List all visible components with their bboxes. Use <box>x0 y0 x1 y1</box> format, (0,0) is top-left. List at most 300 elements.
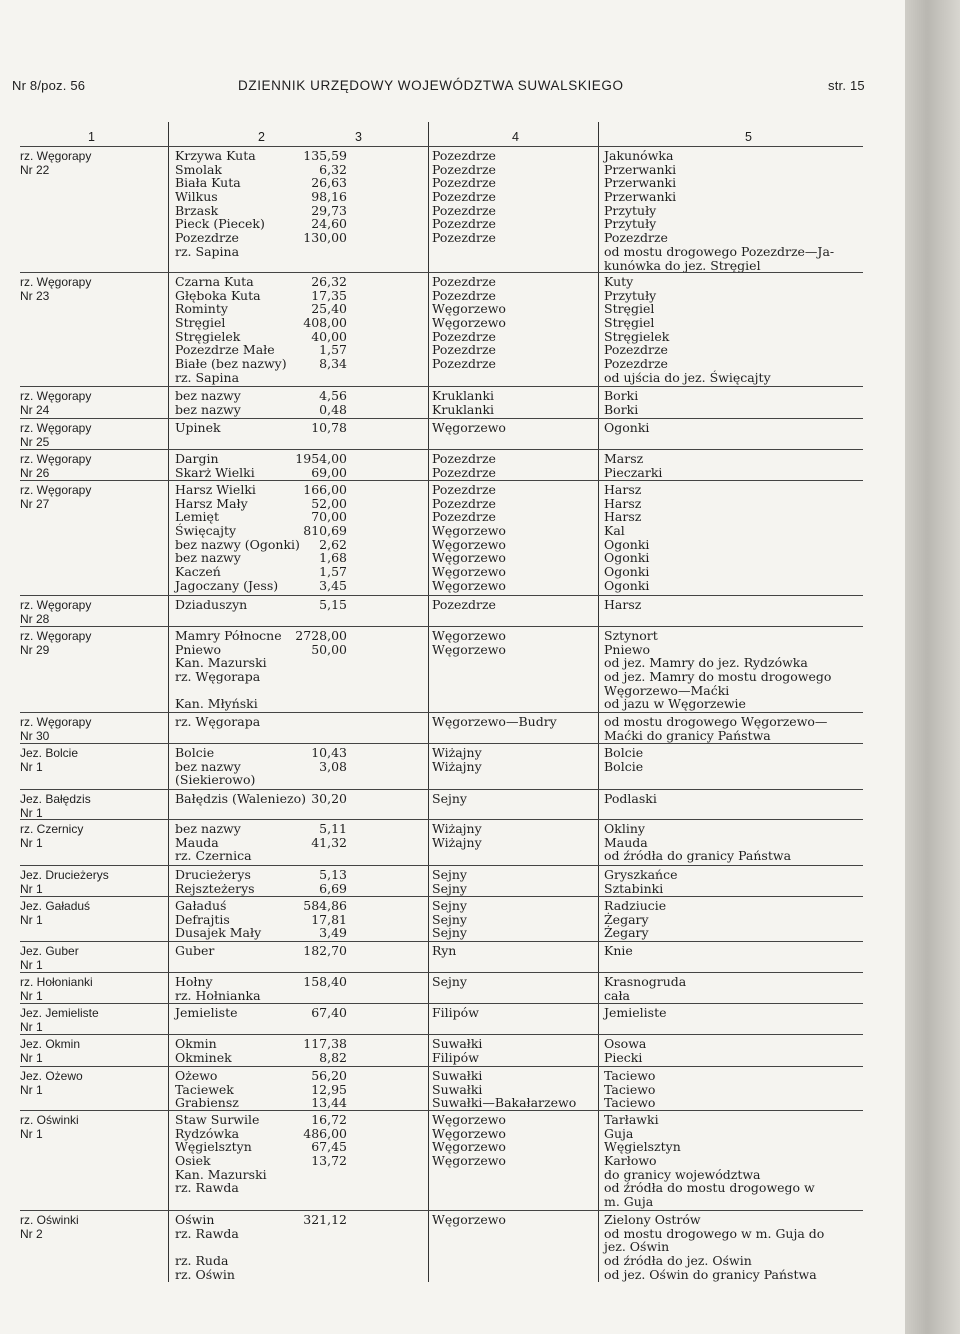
water-name: rz. Rawda <box>175 1225 239 1241</box>
locality-name: Pniewo <box>604 641 651 657</box>
area-value: 321,12 <box>303 1212 347 1227</box>
area-value: 13,72 <box>311 1153 347 1169</box>
locality-name: Pozezdrze <box>604 356 668 372</box>
locality-name-cell <box>604 1113 815 1209</box>
water-name: Guber <box>175 943 215 958</box>
area-value-cell <box>303 275 347 371</box>
page-title: DZIENNIK URZĘDOWY WOJEWÓDZTWA SUWALSKIEGO <box>238 78 624 93</box>
locality-name: Pieczarki <box>604 464 663 480</box>
column-divider <box>168 122 169 1282</box>
water-name: rz. Ruda <box>175 1253 229 1269</box>
area-value: 5,11 <box>319 821 347 836</box>
page-number: str. 15 <box>828 78 865 93</box>
watercourse-name: rz. Oświnki <box>20 1213 79 1227</box>
water-name: rz. Oświn <box>175 1266 235 1282</box>
watercourse-name-cell <box>20 792 91 819</box>
locality-name: Harsz <box>604 482 642 497</box>
area-value: 12,95 <box>311 1081 347 1097</box>
row-rule <box>20 712 863 713</box>
commune-name: Pozezdrze <box>432 274 496 289</box>
water-name: Lemięt <box>175 509 219 525</box>
commune-name: Filipów <box>432 1005 479 1020</box>
locality-name: jez. Oświn <box>604 1239 670 1255</box>
water-name-cell <box>175 715 260 729</box>
area-value: 98,16 <box>311 189 347 205</box>
water-name-cell <box>175 629 282 711</box>
watercourse-name: Nr 1 <box>20 805 43 820</box>
locality-name: Borki <box>604 388 639 403</box>
area-value: 8,82 <box>319 1049 347 1065</box>
row-rule <box>20 743 863 744</box>
water-name: Jagoczany (Jess) <box>175 577 279 593</box>
water-name: rz. Węgorapa <box>175 669 261 685</box>
watercourse-name: Nr 29 <box>20 642 50 657</box>
commune-name: Ryn <box>432 943 457 958</box>
commune-name: Pozezdrze <box>432 597 496 612</box>
watercourse-name: Nr 24 <box>20 402 50 417</box>
water-name: Mamry Północne <box>175 628 282 643</box>
locality-name: Okliny <box>604 821 645 836</box>
water-name-cell <box>175 275 287 385</box>
area-value: 67,40 <box>311 1005 347 1020</box>
watercourse-name: Nr 30 <box>20 728 50 743</box>
locality-name: Żegary <box>604 911 649 927</box>
watercourse-name: Jez. Bałędzis <box>20 792 91 806</box>
locality-name: Przerwanki <box>604 189 677 205</box>
area-value-cell <box>303 944 347 958</box>
locality-name-cell <box>604 822 791 863</box>
area-value: 486,00 <box>303 1125 347 1141</box>
commune-name: Sejny <box>432 974 467 989</box>
locality-name: Przytuły <box>604 216 657 232</box>
water-name: Gaładuś <box>175 898 227 913</box>
water-name: Bałędzis (Waleniezo) <box>175 791 306 806</box>
commune-name: Pozezdrze <box>432 202 496 218</box>
watercourse-name: Nr 27 <box>20 496 50 511</box>
water-name: Bolcie <box>175 745 215 760</box>
commune-name-cell <box>432 149 496 245</box>
locality-name: Gryszkańce <box>604 867 678 882</box>
watercourse-name-cell <box>20 715 91 742</box>
locality-name: od mostu drogowego Pozezdrze—Ja- <box>604 243 835 259</box>
water-name: Brzask <box>175 202 219 218</box>
watercourse-name: rz. Węgorapy <box>20 598 92 612</box>
water-name-cell <box>175 452 255 479</box>
commune-name-cell <box>432 746 482 773</box>
watercourse-name-cell <box>20 1037 80 1064</box>
water-name <box>175 684 282 698</box>
locality-name: Ogonki <box>604 577 650 593</box>
row-rule <box>20 819 863 820</box>
water-name: Jemieliste <box>175 1005 238 1020</box>
area-value: 5,15 <box>319 597 347 612</box>
area-value: 0,48 <box>319 401 347 417</box>
watercourse-name-cell <box>20 899 90 926</box>
commune-name: Pozezdrze <box>432 216 496 232</box>
locality-name-cell <box>604 868 678 895</box>
row-rule <box>20 1034 863 1035</box>
area-value: 5,13 <box>319 867 347 882</box>
area-value-cell <box>319 868 347 895</box>
locality-name: Mauda <box>604 834 648 850</box>
commune-name: Kruklanki <box>432 401 495 417</box>
area-value: 13,44 <box>311 1095 347 1111</box>
commune-name-cell <box>432 483 506 593</box>
water-name: Kan. Młyński <box>175 696 258 712</box>
watercourse-name: Nr 1 <box>20 835 43 850</box>
locality-name: Stręgiel <box>604 301 655 317</box>
area-value: 1,68 <box>319 550 347 566</box>
row-rule <box>20 1003 863 1004</box>
watercourse-name-cell <box>20 149 91 176</box>
locality-name: od źródła do jez. Oświn <box>604 1253 752 1269</box>
water-name-cell <box>175 975 261 1002</box>
area-value: 17,81 <box>311 911 347 927</box>
area-value-cell <box>311 1006 347 1020</box>
water-name: Osiek <box>175 1153 211 1169</box>
locality-name: Guja <box>604 1125 634 1141</box>
area-value-cell <box>311 1069 347 1110</box>
area-value: 135,59 <box>303 148 347 163</box>
watercourse-name-cell <box>20 868 109 895</box>
watercourse-name-cell <box>20 1069 83 1096</box>
locality-name-cell <box>604 149 834 272</box>
commune-name: Pozezdrze <box>432 342 496 358</box>
commune-name: Węgorzewo <box>432 1112 506 1127</box>
watercourse-name-cell <box>20 483 91 510</box>
water-name-cell <box>175 1037 232 1064</box>
watercourse-name-cell <box>20 421 91 448</box>
commune-name: Wiżajny <box>432 834 482 850</box>
commune-name: Węgorzewo <box>432 641 506 657</box>
watercourse-name: Jez. Ożewo <box>20 1069 83 1083</box>
water-name: Mauda <box>175 834 219 850</box>
row-rule <box>20 972 863 973</box>
area-value: 8,34 <box>319 356 347 372</box>
area-value-cell <box>319 598 347 612</box>
header-rule <box>20 146 863 147</box>
locality-name: Kal <box>604 523 625 539</box>
area-value: 16,72 <box>311 1112 347 1127</box>
watercourse-name-cell <box>20 452 91 479</box>
water-name: Staw Surwile <box>175 1112 260 1127</box>
water-name-cell <box>175 822 252 863</box>
watercourse-name: rz. Węgorapy <box>20 389 92 403</box>
area-value: 26,32 <box>311 274 347 289</box>
area-value: 30,20 <box>311 791 347 806</box>
locality-name: od źródła do granicy Państwa <box>604 848 792 864</box>
area-value: 4,56 <box>319 388 347 403</box>
locality-name-cell <box>604 746 643 773</box>
watercourse-name: Nr 1 <box>20 912 43 927</box>
area-value-cell <box>311 421 347 435</box>
locality-name: Knie <box>604 943 633 958</box>
commune-name-cell <box>432 1006 479 1020</box>
commune-name: Kruklanki <box>432 388 495 403</box>
water-name: Pozezdrze Małe <box>175 342 275 358</box>
commune-name: Pozezdrze <box>432 230 496 246</box>
commune-name: Węgorzewo <box>432 315 506 331</box>
row-rule <box>20 418 863 419</box>
watercourse-name: rz. Węgorapy <box>20 483 92 497</box>
locality-name: Sztabinki <box>604 880 664 896</box>
area-value: 3,08 <box>319 758 347 774</box>
watercourse-name: Nr 1 <box>20 988 43 1003</box>
water-name: Drucieżerys <box>175 867 251 882</box>
watercourse-name-cell <box>20 1113 79 1140</box>
locality-name: Węgielsztyn <box>604 1139 681 1155</box>
area-value: 1,57 <box>319 342 347 358</box>
area-value: 40,00 <box>311 328 347 344</box>
watercourse-name: Jez. Okmin <box>20 1037 81 1051</box>
row-rule <box>20 865 863 866</box>
water-name: Ożewo <box>175 1068 218 1083</box>
locality-name: Borki <box>604 401 639 417</box>
area-value-cell <box>303 149 347 245</box>
locality-name: Piecki <box>604 1049 643 1065</box>
water-name-cell <box>175 746 255 787</box>
area-value: 2728,00 <box>295 628 347 643</box>
area-value: 52,00 <box>311 495 347 511</box>
area-value-cell <box>303 1037 347 1064</box>
watercourse-name: Jez. Guber <box>20 944 79 958</box>
locality-name: od jez. Oświn do granicy Państwa <box>604 1266 817 1282</box>
commune-name-cell <box>432 822 482 849</box>
water-name-cell <box>175 1069 239 1110</box>
locality-name-cell <box>604 1037 646 1064</box>
watercourse-name: rz. Czernicy <box>20 822 84 836</box>
commune-name: Węgorzewo <box>432 1125 506 1141</box>
water-name-cell <box>175 1113 267 1195</box>
area-value: 130,00 <box>303 230 347 246</box>
locality-name: Karłowo <box>604 1153 657 1169</box>
locality-name: Pozezdrze <box>604 230 668 246</box>
page-issue-number: Nr 8/poz. 56 <box>12 78 86 93</box>
locality-name: Ogonki <box>604 564 650 580</box>
water-name: Smolak <box>175 161 222 177</box>
area-value: 17,35 <box>311 287 347 303</box>
commune-name-cell <box>432 629 506 656</box>
commune-name-cell <box>432 598 496 612</box>
commune-name: Pozezdrze <box>432 161 496 177</box>
locality-name: m. Guja <box>604 1194 654 1210</box>
area-value-cell <box>303 1213 347 1227</box>
locality-name: Przytuły <box>604 287 657 303</box>
watercourse-name: Jez. Drucieżerys <box>20 868 109 882</box>
water-name: bez nazwy <box>175 388 241 403</box>
watercourse-name: Nr 26 <box>20 465 50 480</box>
area-value: 50,00 <box>311 641 347 657</box>
area-value: 67,45 <box>311 1139 347 1155</box>
area-value: 408,00 <box>303 315 347 331</box>
watercourse-name-cell <box>20 275 91 302</box>
locality-name: Taciewo <box>604 1081 656 1097</box>
locality-name-cell <box>604 1006 667 1020</box>
water-name: Biała Kuta <box>175 175 241 191</box>
row-rule <box>20 386 863 387</box>
locality-name: od mostu drogowego w m. Guja do <box>604 1225 825 1241</box>
water-name: Harsz Wielki <box>175 482 256 497</box>
locality-name: Sztynort <box>604 628 658 643</box>
locality-name: Jakunówka <box>604 148 674 163</box>
watercourse-name: rz. Węgorapy <box>20 275 92 289</box>
locality-name: Jemieliste <box>604 1005 667 1020</box>
locality-name-cell <box>604 792 657 806</box>
watercourse-name: Nr 1 <box>20 1019 43 1034</box>
water-name-cell <box>175 421 221 435</box>
locality-name: Taciewo <box>604 1095 656 1111</box>
area-value: 69,00 <box>311 464 347 480</box>
locality-name-cell <box>604 899 666 940</box>
area-value: 3,45 <box>319 577 347 593</box>
locality-name: Stręgiel <box>604 315 655 331</box>
water-name: Białe (bez nazwy) <box>175 356 287 372</box>
locality-name: Przerwanki <box>604 161 677 177</box>
water-name: Dziaduszyn <box>175 597 248 612</box>
water-name: (Siekierowo) <box>175 772 256 788</box>
locality-name: od źródła do mostu drogowego w <box>604 1180 815 1196</box>
locality-name: od jez. Mamry do mostu drogowego <box>604 669 832 685</box>
locality-name: od jazu w Węgorzewie <box>604 696 746 712</box>
locality-name: do granicy województwa <box>604 1166 761 1182</box>
area-value-cell <box>295 452 347 479</box>
water-name: Czarna Kuta <box>175 274 254 289</box>
area-value: 3,49 <box>319 925 347 941</box>
water-name: Okminek <box>175 1049 232 1065</box>
water-name: Skarż Wielki <box>175 464 255 480</box>
watercourse-name: Jez. Jemieliste <box>20 1006 99 1020</box>
commune-name: Pozezdrze <box>432 464 496 480</box>
locality-name: cała <box>604 987 630 1003</box>
area-value-cell <box>311 792 347 806</box>
locality-name: Osowa <box>604 1036 647 1051</box>
locality-name: Radziucie <box>604 898 667 913</box>
water-name: Defrajtis <box>175 911 230 927</box>
commune-name-cell <box>432 389 494 416</box>
commune-name: Pozezdrze <box>432 189 496 205</box>
commune-name: Filipów <box>432 1049 479 1065</box>
water-name: Święcajty <box>175 523 237 539</box>
water-name: Harsz Mały <box>175 495 248 511</box>
column-number-4: 4 <box>512 130 519 144</box>
commune-name-cell <box>432 421 506 435</box>
locality-name-cell <box>604 1069 655 1110</box>
watercourse-name: rz. Węgorapy <box>20 452 92 466</box>
commune-name: Węgorzewo—Budry <box>432 714 557 729</box>
water-name-cell <box>175 598 247 612</box>
commune-name-cell <box>432 275 506 371</box>
row-rule <box>20 896 863 897</box>
commune-name: Węgorzewo <box>432 536 506 552</box>
watercourse-name: Nr 1 <box>20 759 43 774</box>
watercourse-name: Nr 23 <box>20 288 50 303</box>
water-name: Taciewek <box>175 1081 234 1097</box>
water-name: rz. Sapina <box>175 369 240 385</box>
locality-name: Ogonki <box>604 420 650 435</box>
area-value-cell <box>311 746 347 773</box>
area-value: 10,78 <box>311 420 347 435</box>
commune-name: Sejny <box>432 880 467 896</box>
water-name: rz. Rawda <box>175 1180 239 1196</box>
area-value: 29,73 <box>311 202 347 218</box>
water-name: rz. Sapina <box>175 243 240 259</box>
column-number-1: 1 <box>88 130 95 144</box>
commune-name: Węgorzewo <box>432 301 506 317</box>
watercourse-name: Nr 22 <box>20 162 50 177</box>
locality-name: Harsz <box>604 597 642 612</box>
area-value: 1,57 <box>319 564 347 580</box>
water-name-cell <box>175 792 306 806</box>
area-value: 41,32 <box>311 834 347 850</box>
water-name: Hołny <box>175 974 213 989</box>
water-name: Stręgiel <box>175 315 226 331</box>
locality-name-cell <box>604 944 633 958</box>
commune-name: Wiżajny <box>432 745 482 760</box>
area-value: 2,62 <box>319 536 347 552</box>
area-value: 182,70 <box>303 943 347 958</box>
area-value-cell <box>303 1113 347 1168</box>
column-number-3: 3 <box>355 130 362 144</box>
row-rule <box>20 272 863 273</box>
area-value-cell <box>311 822 347 849</box>
column-divider <box>428 122 429 1282</box>
commune-name-cell <box>432 899 467 940</box>
locality-name: Taciewo <box>604 1068 656 1083</box>
watercourse-name: Nr 1 <box>20 1050 43 1065</box>
locality-name-cell <box>604 452 662 479</box>
area-value: 6,32 <box>319 161 347 177</box>
watercourse-name-cell <box>20 1213 79 1240</box>
water-name: rz. Czernica <box>175 848 252 864</box>
area-value: 810,69 <box>303 523 347 539</box>
locality-name: Bolcie <box>604 745 644 760</box>
water-name: Pozezdrze <box>175 230 239 246</box>
water-name: Stręgielek <box>175 328 241 344</box>
row-rule <box>20 1066 863 1067</box>
water-name-cell <box>175 868 255 895</box>
locality-name-cell <box>604 483 649 593</box>
commune-name: Sejny <box>432 898 467 913</box>
watercourse-name-cell <box>20 629 91 656</box>
locality-name: Krasnogruda <box>604 974 687 989</box>
watercourse-name: Nr 2 <box>20 1226 43 1241</box>
area-value: 1954,00 <box>295 451 347 466</box>
area-value: 24,60 <box>311 216 347 232</box>
commune-name: Suwałki <box>432 1081 483 1097</box>
locality-name: Harsz <box>604 495 642 511</box>
commune-name: Pozezdrze <box>432 287 496 303</box>
locality-name: Przytuły <box>604 202 657 218</box>
commune-name-cell <box>432 1037 482 1064</box>
water-name: Rominty <box>175 301 228 317</box>
watercourse-name: rz. Węgorapy <box>20 149 92 163</box>
locality-name-cell <box>604 275 771 385</box>
water-name: rz. Hołnianka <box>175 987 261 1003</box>
locality-name: Tarławki <box>604 1112 659 1127</box>
locality-name-cell <box>604 715 827 742</box>
locality-name: Podlaski <box>604 791 657 806</box>
locality-name: Węgorzewo—Maćki <box>604 682 730 698</box>
commune-name-cell <box>432 452 496 479</box>
commune-name-cell <box>432 944 456 958</box>
watercourse-name: Jez. Gaładuś <box>20 899 91 913</box>
watercourse-name: rz. Węgorapy <box>20 629 92 643</box>
commune-name: Pozezdrze <box>432 328 496 344</box>
water-name: bez nazwy (Ogonki) <box>175 536 300 552</box>
water-name: bez nazwy <box>175 758 241 774</box>
area-value: 166,00 <box>303 482 347 497</box>
locality-name: Ogonki <box>604 536 650 552</box>
